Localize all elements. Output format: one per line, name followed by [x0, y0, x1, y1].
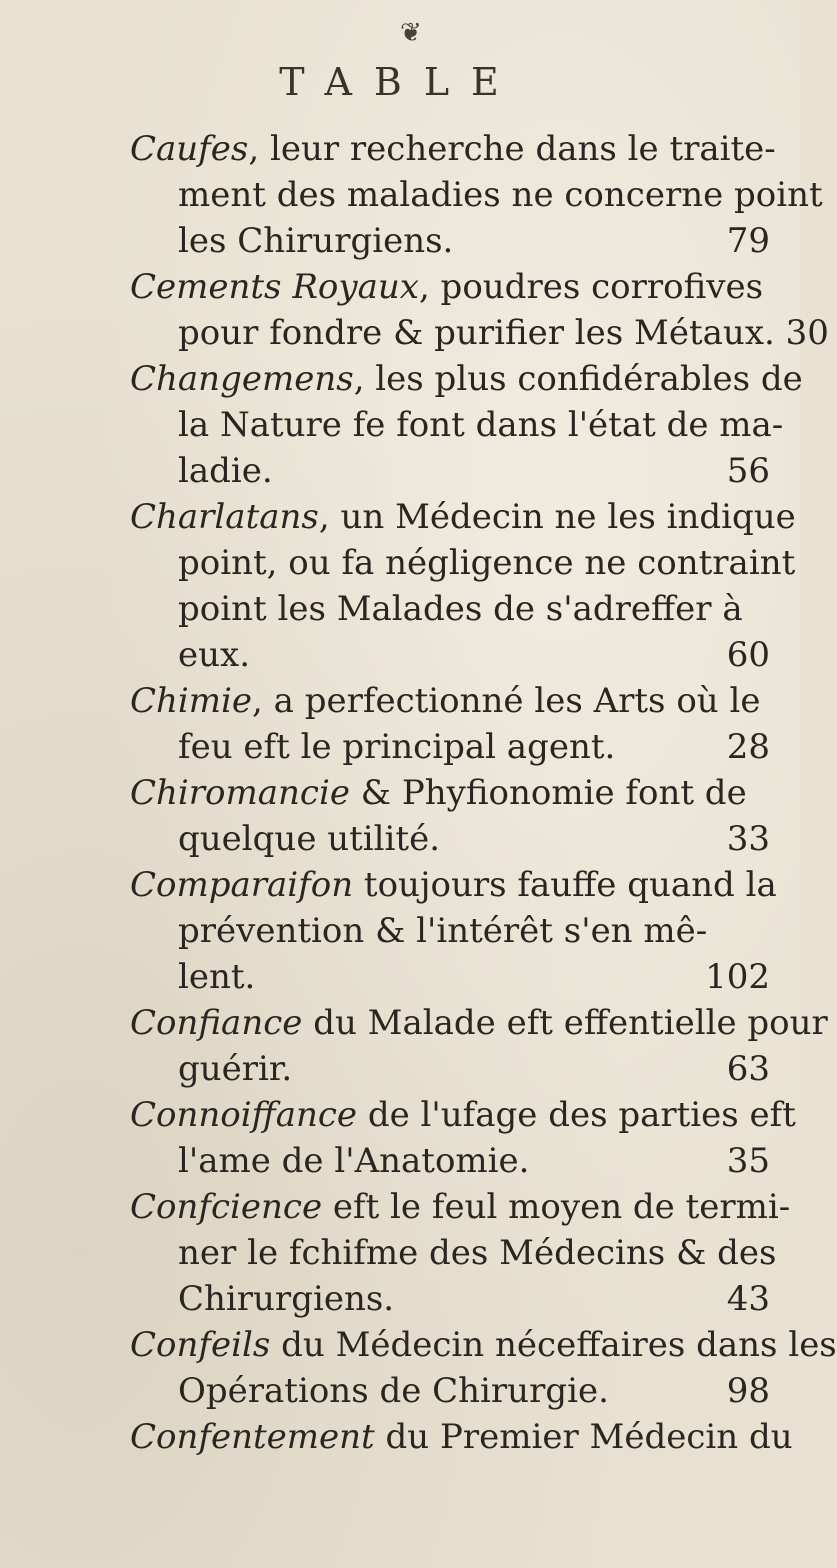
entry-text: , leur recherche dans le traite- — [248, 129, 776, 169]
ornament-glyph: ❦ — [400, 18, 422, 48]
entry-text: l'ame de l'Anatomie. — [178, 1141, 530, 1181]
entry-headword: Caufes — [130, 129, 249, 169]
entry-continuation-line — [130, 218, 780, 264]
entry-continuation-line — [130, 816, 780, 862]
entry-text: du Malade eft effentielle pour — [302, 1003, 828, 1043]
entry-headword: Chimie — [130, 681, 253, 721]
index-entry — [130, 264, 829, 356]
entry-continuation-line — [130, 1276, 780, 1322]
running-head: TABLE — [279, 60, 521, 104]
entry-text: eux. — [178, 635, 251, 675]
index-entry — [130, 126, 823, 264]
page-number: 102 — [705, 957, 770, 997]
index-entries — [130, 126, 837, 1460]
index-entry — [130, 1184, 791, 1322]
entry-first-line — [130, 1414, 793, 1460]
entry-text: toujours fauffe quand la — [353, 865, 777, 905]
entry-continuation-line — [130, 1230, 780, 1276]
entry-text: du Médecin néceffaires dans les — [270, 1325, 837, 1365]
entry-text: & Phyfionomie font de — [349, 773, 747, 813]
entry-text: guérir. — [178, 1049, 293, 1089]
index-entry — [130, 862, 780, 1000]
entry-first-line — [130, 1000, 828, 1046]
entry-text: Chirurgiens. — [178, 1279, 395, 1319]
page-number: 63 — [726, 1049, 770, 1089]
index-entry — [130, 770, 780, 862]
entry-first-line — [130, 126, 780, 172]
entry-continuation-line — [130, 172, 823, 218]
page-number: 98 — [726, 1371, 770, 1411]
index-entry — [130, 356, 803, 494]
entry-text: , les plus confidérables de — [353, 359, 803, 399]
entry-continuation-line — [130, 1368, 780, 1414]
index-entry — [130, 494, 796, 678]
entry-first-line — [130, 1184, 791, 1230]
entry-continuation-line — [130, 724, 780, 770]
page-number: 79 — [726, 221, 770, 261]
entry-continuation-line — [130, 402, 784, 448]
entry-first-line — [130, 494, 796, 540]
entry-first-line — [130, 862, 780, 908]
entry-continuation-line — [130, 310, 829, 356]
page-number: 35 — [726, 1141, 770, 1181]
entry-text: pour fondre & purifier les Métaux. 30 — [178, 313, 829, 353]
entry-headword: Changemens — [130, 359, 354, 399]
page-number: 33 — [726, 819, 770, 859]
entry-text: eft le feul moyen de termi- — [322, 1187, 791, 1227]
entry-text: quelque utilité. — [178, 819, 441, 859]
entry-first-line — [130, 770, 780, 816]
entry-text: Opérations de Chirurgie. — [178, 1371, 609, 1411]
entry-first-line — [130, 678, 780, 724]
page-number: 56 — [726, 451, 770, 491]
entry-continuation-line — [130, 908, 780, 954]
entry-text: , un Médecin ne les indique — [318, 497, 796, 537]
entry-first-line — [130, 356, 803, 402]
page-number: 28 — [726, 727, 770, 767]
entry-text: du Premier Médecin du — [374, 1417, 793, 1457]
index-entry — [130, 1322, 837, 1414]
entry-text: point les Malades de s'adreffer à — [178, 589, 743, 629]
entry-headword: Comparaifon — [130, 865, 354, 905]
entry-text: point, ou fa négligence ne contraint — [178, 543, 796, 583]
entry-headword: Chiromancie — [130, 773, 350, 813]
entry-text: ner le fchifme des Médecins & des — [178, 1233, 777, 1273]
entry-continuation-line — [130, 632, 780, 678]
entry-text: , poudres corrofives — [418, 267, 764, 307]
entry-headword: Cements Royaux — [130, 267, 419, 307]
entry-text: lent. — [178, 957, 256, 997]
index-entry — [130, 1000, 828, 1092]
entry-text: feu eft le principal agent. — [178, 727, 616, 767]
entry-first-line — [130, 1092, 796, 1138]
entry-continuation-line — [130, 540, 796, 586]
entry-text: ladie. — [178, 451, 273, 491]
entry-first-line — [130, 264, 780, 310]
entry-headword: Confentement — [130, 1417, 375, 1457]
entry-continuation-line — [130, 448, 780, 494]
entry-headword: Connoiffance — [130, 1095, 358, 1135]
index-entry — [130, 678, 780, 770]
entry-headword: Confeils — [130, 1325, 271, 1365]
entry-text: ment des maladies ne concerne point — [178, 175, 823, 215]
entry-headword: Confiance — [130, 1003, 303, 1043]
entry-text: prévention & l'intérêt s'en mê- — [178, 911, 708, 951]
entry-text: la Nature fe font dans l'état de ma- — [178, 405, 784, 445]
entry-text: les Chirurgiens. — [178, 221, 454, 261]
entry-continuation-line — [130, 1138, 780, 1184]
entry-continuation-line — [130, 954, 780, 1000]
page-number: 43 — [726, 1279, 770, 1319]
entry-text: de l'ufage des parties eft — [357, 1095, 796, 1135]
page-number: 60 — [726, 635, 770, 675]
entry-headword: Confcience — [130, 1187, 323, 1227]
index-entry — [130, 1414, 793, 1460]
entry-text: , a perfectionné les Arts où le — [252, 681, 761, 721]
entry-first-line — [130, 1322, 837, 1368]
entry-continuation-line — [130, 586, 780, 632]
entry-continuation-line — [130, 1046, 780, 1092]
entry-headword: Charlatans — [130, 497, 319, 537]
index-entry — [130, 1092, 796, 1184]
